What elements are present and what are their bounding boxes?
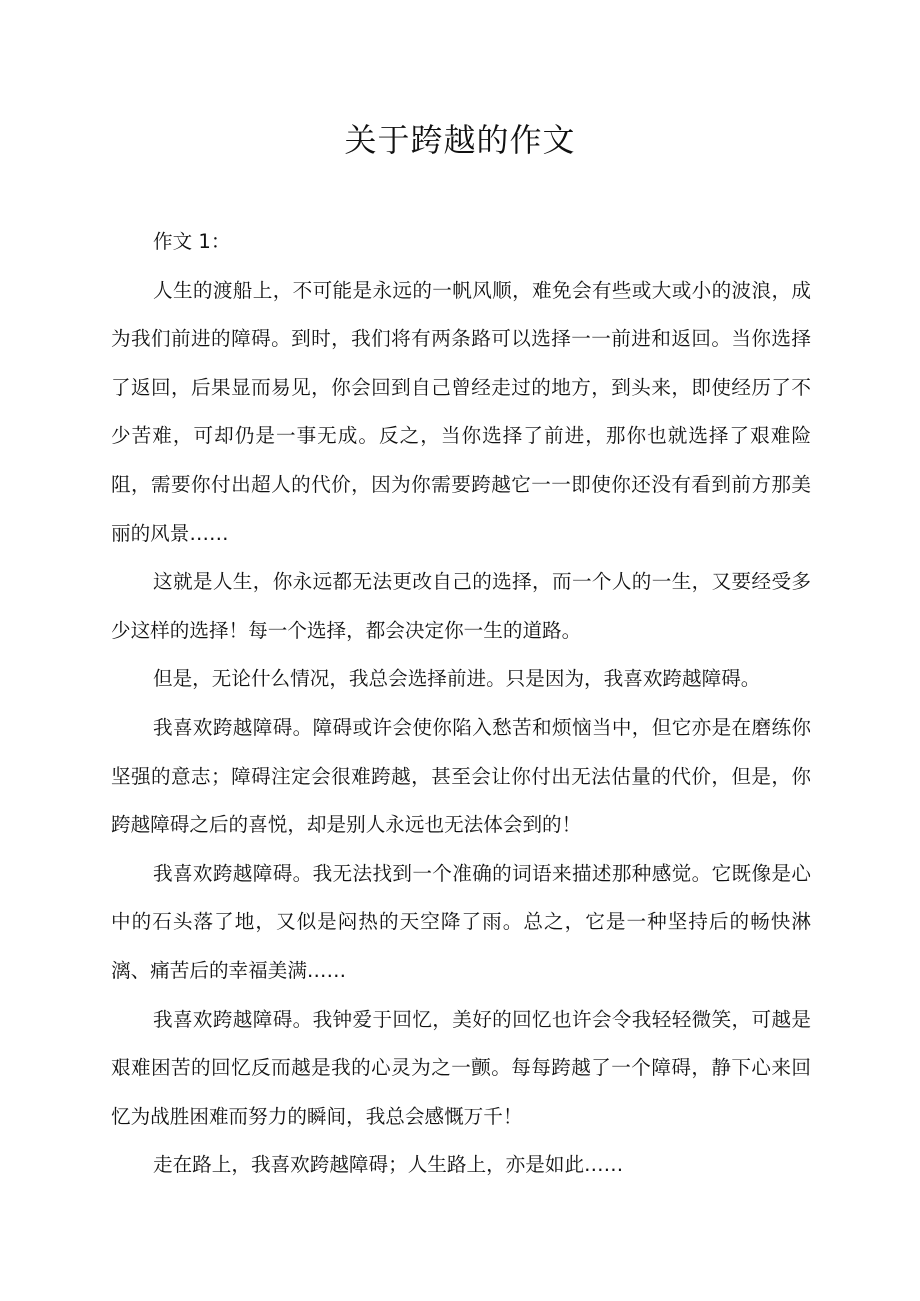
paragraph-3: 但是，无论什么情况，我总会选择前进。只是因为，我喜欢跨越障碍。 (153, 667, 761, 691)
paragraph-5: 我喜欢跨越障碍。我无法找到一个准确的词语来描述那种感觉。它既像是心中的石头落了地，又似是闷热的天空降了雨。总之，它是一种坚持后的畅快淋漓、痛苦后的幸福美满…… (111, 861, 811, 982)
document-title: 关于跨越的作文 (344, 121, 576, 159)
paragraph-7: 走在路上，我喜欢跨越障碍；人生路上，亦是如此…… (153, 1153, 624, 1177)
paragraph-4: 我喜欢跨越障碍。障碍或许会使你陷入愁苦和烦恼当中，但它亦是在磨练你坚强的意志；障碍注定会很难跨越，甚至会让你付出无法估量的代价，但是，你跨越障碍之后的喜悦，却是别人永远也无法体会到的！ (111, 715, 811, 837)
paragraph-2: 这就是人生，你永远都无法更改自己的选择，而一个人的一生，又要经受多少这样的选择！每一个选择，都会决定你一生的道路。 (111, 570, 811, 642)
paragraph-6: 我喜欢跨越障碍。我钟爱于回忆，美好的回忆也许会令我轻轻微笑，可越是艰难困苦的回忆反而越是我的心灵为之一颤。每每跨越了一个障碍，静下心来回忆为战胜困难而努力的瞬间，我总会感慨万千！ (111, 1007, 811, 1128)
section-heading: 作文 1： (153, 230, 231, 253)
paragraph-1: 人生的渡船上，不可能是永远的一帆风顺，难免会有些或大或小的波浪，成为我们前进的障碍。到时，我们将有两条路可以选择一一前进和返回。当你选择了返回，后果显而易见，你会回到自己曾经走过的地方，到头来，即使经历了不少苦难，可却仍是一事无成。反之，当你选择了前进，那你也就选择了艰难险阻，需要你付出超人的代价，因为你需要跨越它一一即使你还没有看到前方那美丽的风景…… (111, 278, 811, 545)
document-body (111, 218, 811, 1190)
